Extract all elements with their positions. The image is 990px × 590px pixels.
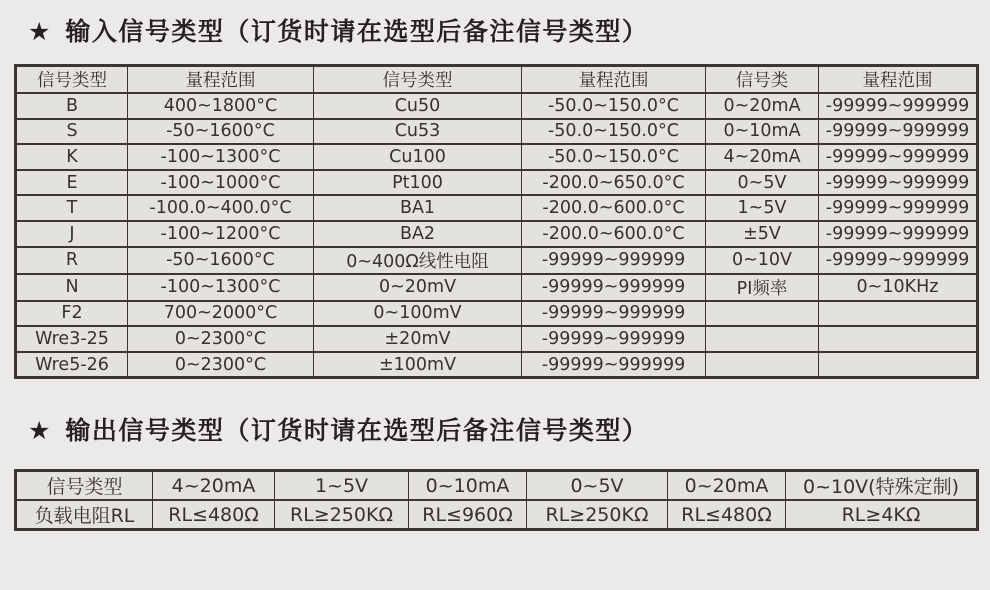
load-resistance-cell: RL≤480Ω bbox=[668, 500, 786, 530]
signal-type-cell: 0~10mA bbox=[706, 119, 819, 145]
range-cell: -200.0~600.0°C bbox=[522, 221, 706, 247]
range-cell: 400~1800°C bbox=[128, 93, 314, 119]
signal-type-cell: ±5V bbox=[706, 221, 819, 247]
range-cell: -99999~999999 bbox=[522, 247, 706, 274]
column-header: 信号类型 bbox=[314, 66, 522, 94]
range-cell: -99999~999999 bbox=[522, 326, 706, 352]
range-cell: -50.0~150.0°C bbox=[522, 119, 706, 145]
range-cell: -99999~999999 bbox=[819, 144, 978, 170]
range-cell: -50.0~150.0°C bbox=[522, 144, 706, 170]
table-row bbox=[16, 500, 978, 530]
signal-type-cell: 0~5V bbox=[706, 170, 819, 196]
signal-type-cell: 0~10V bbox=[706, 247, 819, 274]
table-row bbox=[16, 93, 978, 119]
column-header: 信号类 bbox=[706, 66, 819, 94]
range-cell: -99999~999999 bbox=[819, 170, 978, 196]
signal-type-cell: Cu50 bbox=[314, 93, 522, 119]
star-icon: ★ bbox=[28, 17, 51, 46]
signal-type-cell: R bbox=[16, 247, 128, 274]
signal-type-cell: Pt100 bbox=[314, 170, 522, 196]
input-section-title bbox=[28, 13, 990, 50]
signal-type-cell: ±20mV bbox=[314, 326, 522, 352]
range-cell: 700~2000°C bbox=[128, 301, 314, 327]
table-row bbox=[16, 301, 978, 327]
star-icon: ★ bbox=[28, 416, 51, 446]
signal-type-cell bbox=[706, 326, 819, 352]
output-signal-table bbox=[14, 469, 979, 531]
signal-type-cell: 4~20mA bbox=[706, 144, 819, 170]
range-cell: -100~1200°C bbox=[128, 221, 314, 247]
output-section-title-text: 输出信号类型（订货时请在选型后备注信号类型） bbox=[65, 416, 649, 446]
signal-type-cell: T bbox=[16, 195, 128, 221]
signal-type-cell: B bbox=[16, 93, 128, 119]
column-header: 量程范围 bbox=[128, 66, 314, 94]
range-cell: -99999~999999 bbox=[819, 195, 978, 221]
table-row bbox=[16, 195, 978, 221]
signal-type-cell: K bbox=[16, 144, 128, 170]
signal-type-cell: 1~5V bbox=[275, 471, 409, 501]
signal-type-cell: 4~20mA bbox=[153, 471, 275, 501]
range-cell: -200.0~650.0°C bbox=[522, 170, 706, 196]
signal-type-cell: 0~20mA bbox=[706, 93, 819, 119]
range-cell: -100~1300°C bbox=[128, 144, 314, 170]
range-cell: -99999~999999 bbox=[819, 221, 978, 247]
range-cell: -50~1600°C bbox=[128, 119, 314, 145]
signal-type-cell: 0~5V bbox=[527, 471, 668, 501]
signal-type-cell: N bbox=[16, 274, 128, 301]
signal-type-cell: 0~20mA bbox=[668, 471, 786, 501]
signal-type-cell: E bbox=[16, 170, 128, 196]
row-header-cell: 信号类型 bbox=[16, 471, 153, 501]
column-header: 量程范围 bbox=[522, 66, 706, 94]
range-cell bbox=[819, 301, 978, 327]
signal-type-cell: 0~20mV bbox=[314, 274, 522, 301]
signal-type-cell: Cu53 bbox=[314, 119, 522, 145]
load-resistance-cell: RL≤960Ω bbox=[409, 500, 527, 530]
table-row bbox=[16, 170, 978, 196]
signal-type-cell: 0~10mA bbox=[409, 471, 527, 501]
range-cell: -100.0~400.0°C bbox=[128, 195, 314, 221]
range-cell: -99999~999999 bbox=[522, 301, 706, 327]
signal-type-cell: 0~100mV bbox=[314, 301, 522, 327]
table-row bbox=[16, 221, 978, 247]
signal-type-cell: ±100mV bbox=[314, 352, 522, 378]
range-cell: -100~1000°C bbox=[128, 170, 314, 196]
signal-type-cell: BA2 bbox=[314, 221, 522, 247]
range-cell: -99999~999999 bbox=[819, 119, 978, 145]
signal-type-cell: Cu100 bbox=[314, 144, 522, 170]
range-cell: -99999~999999 bbox=[819, 247, 978, 274]
signal-type-cell: PI频率 bbox=[706, 274, 819, 301]
table-row bbox=[16, 352, 978, 378]
page bbox=[0, 13, 990, 531]
load-resistance-cell: RL≤480Ω bbox=[153, 500, 275, 530]
row-header-cell: 负载电阻RL bbox=[16, 500, 153, 530]
column-header: 信号类型 bbox=[16, 66, 128, 94]
table-row bbox=[16, 119, 978, 145]
range-cell: -50~1600°C bbox=[128, 247, 314, 274]
range-cell: 0~10KHz bbox=[819, 274, 978, 301]
signal-type-cell: BA1 bbox=[314, 195, 522, 221]
range-cell: -99999~999999 bbox=[522, 352, 706, 378]
table-row bbox=[16, 326, 978, 352]
signal-type-cell bbox=[706, 301, 819, 327]
range-cell: -99999~999999 bbox=[522, 274, 706, 301]
load-resistance-cell: RL≥250KΩ bbox=[527, 500, 668, 530]
table-row bbox=[16, 247, 978, 274]
signal-type-cell: 0~400Ω线性电阻 bbox=[314, 247, 522, 274]
signal-type-cell: F2 bbox=[16, 301, 128, 327]
input-signal-table bbox=[14, 64, 979, 379]
signal-type-cell: J bbox=[16, 221, 128, 247]
signal-type-cell: 1~5V bbox=[706, 195, 819, 221]
signal-type-cell: S bbox=[16, 119, 128, 145]
table-row bbox=[16, 471, 978, 501]
range-cell bbox=[819, 352, 978, 378]
load-resistance-cell: RL≥4KΩ bbox=[786, 500, 978, 530]
range-cell: -99999~999999 bbox=[819, 93, 978, 119]
table-row bbox=[16, 274, 978, 301]
range-cell: -100~1300°C bbox=[128, 274, 314, 301]
range-cell: -50.0~150.0°C bbox=[522, 93, 706, 119]
table-header-row bbox=[16, 66, 978, 94]
signal-type-cell bbox=[706, 352, 819, 378]
range-cell: -200.0~600.0°C bbox=[522, 195, 706, 221]
signal-type-cell: 0~10V(特殊定制) bbox=[786, 471, 978, 501]
signal-type-cell: Wre3-25 bbox=[16, 326, 128, 352]
input-section-title-text: 输入信号类型（订货时请在选型后备注信号类型） bbox=[65, 17, 649, 46]
range-cell: 0~2300°C bbox=[128, 352, 314, 378]
range-cell bbox=[819, 326, 978, 352]
signal-type-cell: Wre5-26 bbox=[16, 352, 128, 378]
output-section-title bbox=[28, 412, 990, 449]
load-resistance-cell: RL≥250KΩ bbox=[275, 500, 409, 530]
range-cell: 0~2300°C bbox=[128, 326, 314, 352]
column-header: 量程范围 bbox=[819, 66, 978, 94]
table-row bbox=[16, 144, 978, 170]
